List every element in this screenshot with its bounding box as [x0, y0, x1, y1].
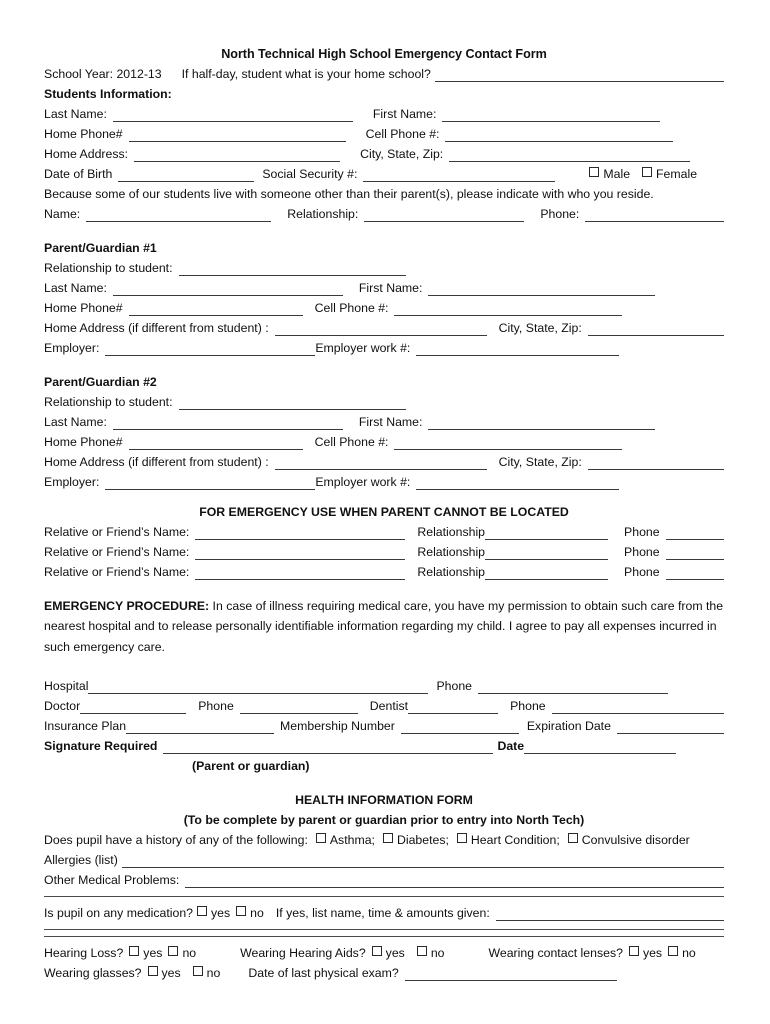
pg2-home-phone-label: Home Phone# — [44, 435, 123, 449]
doctor-phone-input[interactable] — [240, 701, 358, 714]
hearing-aids-no-label: no — [430, 946, 445, 961]
pg2-home-phone-input[interactable] — [129, 437, 303, 450]
pg2-first-name-input[interactable] — [428, 417, 655, 430]
student-home-address-input[interactable] — [134, 149, 340, 162]
pg2-home-address-label: Home Address (if different from student) : — [44, 455, 269, 469]
pg1-name-row — [44, 278, 724, 298]
signature-input[interactable] — [163, 741, 493, 754]
hearing-loss-label: Hearing Loss? — [44, 946, 124, 961]
contact-lenses-yes-label: yes — [642, 946, 663, 961]
emergency-procedure-paragraph — [44, 596, 724, 657]
glasses-no-checkbox[interactable] — [193, 966, 203, 976]
expiration-date-label: Expiration Date — [526, 719, 611, 734]
glasses-yes-label: yes — [161, 966, 181, 981]
student-address-row — [44, 144, 724, 164]
student-last-name-label: Last Name: — [44, 107, 107, 121]
allergies-input[interactable] — [122, 855, 724, 868]
emergency-relationship-input[interactable] — [485, 547, 608, 560]
emergency-contact-row-2 — [44, 542, 724, 562]
reside-name-label: Name: — [44, 207, 81, 221]
pg1-home-address-input[interactable] — [275, 323, 487, 336]
student-city-state-zip-label: City, State, Zip: — [360, 147, 444, 161]
student-first-name-input[interactable] — [442, 109, 660, 122]
history-question-label: Does pupil have a history of any of the following: — [44, 833, 308, 848]
insurance-plan-label: Insurance Plan — [44, 719, 127, 734]
female-label: Female — [656, 167, 698, 181]
pg1-employer-work-input[interactable] — [416, 343, 619, 356]
pg2-employer-row — [44, 472, 724, 492]
pg1-employer-row — [44, 338, 724, 358]
student-dob-input[interactable] — [118, 169, 254, 182]
medication-followup-input[interactable] — [496, 908, 724, 921]
reside-note: Because some of our students live with someone other than their parent(s), please indicate with who you reside. — [44, 187, 654, 201]
pg1-phone-row — [44, 298, 724, 318]
student-phone-row — [44, 124, 724, 144]
emergency-procedure-heading: EMERGENCY PROCEDURE: — [44, 599, 210, 613]
student-ssn-label: Social Security #: — [262, 167, 358, 181]
emergency-name-label: Relative or Friend’s Name: — [44, 545, 190, 559]
signature-date-label: Date — [497, 739, 525, 754]
pg2-phone-row — [44, 432, 724, 452]
home-school-input[interactable] — [435, 69, 724, 82]
reside-phone-input[interactable] — [585, 209, 724, 222]
allergies-row — [44, 850, 724, 870]
emergency-relationship-label: Relationship — [417, 525, 486, 539]
contact-lenses-label: Wearing contact lenses? — [488, 946, 623, 961]
allergies-label: Allergies (list) — [44, 853, 118, 868]
diabetes-checkbox[interactable] — [383, 833, 393, 843]
expiration-date-input[interactable] — [617, 721, 724, 734]
male-checkbox[interactable] — [589, 167, 599, 177]
pg1-home-phone-input[interactable] — [129, 303, 303, 316]
emergency-phone-input[interactable] — [666, 527, 724, 540]
emergency-phone-label: Phone — [624, 545, 660, 559]
student-city-state-zip-input[interactable] — [449, 149, 690, 162]
doctor-phone-label: Phone — [198, 699, 234, 714]
emergency-phone-label: Phone — [624, 525, 660, 539]
hearing-loss-yes-checkbox[interactable] — [129, 946, 139, 956]
emergency-contact-row-1 — [44, 522, 724, 542]
pg1-employer-label: Employer: — [44, 341, 100, 355]
hospital-input[interactable] — [88, 681, 428, 694]
reside-note-row — [44, 184, 724, 204]
pg1-relationship-label: Relationship to student: — [44, 261, 173, 275]
health-information-subheading: (To be complete by parent or guardian prior to entry into North Tech) — [183, 813, 585, 828]
membership-number-input[interactable] — [401, 721, 519, 734]
medication-question-label: Is pupil on any medication? — [44, 906, 194, 921]
student-dob-label: Date of Birth — [44, 167, 113, 181]
hospital-phone-label: Phone — [436, 679, 472, 694]
pg1-cell-phone-input[interactable] — [394, 303, 622, 316]
pg2-home-address-input[interactable] — [275, 457, 487, 470]
school-year-label: School Year: 2012-13 — [44, 67, 162, 81]
pg2-relationship-row — [44, 392, 724, 412]
emergency-contact-row-3 — [44, 562, 724, 582]
medication-yes-checkbox[interactable] — [197, 906, 207, 916]
emergency-name-label: Relative or Friend’s Name: — [44, 565, 190, 579]
pg2-employer-work-input[interactable] — [416, 477, 619, 490]
pg2-cell-phone-label: Cell Phone #: — [314, 435, 389, 449]
medication-yes-label: yes — [211, 906, 231, 921]
doctor-input[interactable] — [80, 701, 186, 714]
emergency-name-input[interactable] — [195, 547, 405, 560]
pg2-name-row — [44, 412, 724, 432]
hearing-aids-label: Wearing Hearing Aids? — [240, 946, 366, 961]
heart-condition-checkbox[interactable] — [457, 833, 467, 843]
pg2-address-row — [44, 452, 724, 472]
student-home-address-label: Home Address: — [44, 147, 129, 161]
student-cell-phone-label: Cell Phone #: — [365, 127, 440, 141]
parent-guardian-2-heading: Parent/Guardian #2 — [44, 375, 157, 389]
pg1-home-phone-label: Home Phone# — [44, 301, 123, 315]
medication-followup-label: If yes, list name, time & amounts given: — [275, 906, 490, 921]
hospital-row — [44, 676, 724, 696]
dentist-label: Dentist — [369, 699, 409, 714]
page-title: North Technical High School Emergency Contact Form — [221, 47, 547, 61]
parent-guardian-1-heading: Parent/Guardian #1 — [44, 241, 157, 255]
pg2-last-name-label: Last Name: — [44, 415, 107, 429]
glasses-physical-row — [44, 963, 724, 983]
pg2-first-name-label: First Name: — [358, 415, 423, 429]
insurance-plan-input[interactable] — [126, 721, 274, 734]
student-first-name-label: First Name: — [372, 107, 437, 121]
medication-no-label: no — [250, 906, 264, 921]
reside-relationship-label: Relationship: — [287, 207, 359, 221]
reside-relationship-input[interactable] — [364, 209, 524, 222]
pg1-employer-work-label: Employer work #: — [315, 341, 411, 355]
pg2-relationship-input[interactable] — [179, 397, 406, 410]
glasses-yes-checkbox[interactable] — [148, 966, 158, 976]
emergency-relationship-label: Relationship — [417, 545, 486, 559]
reside-name-input[interactable] — [86, 209, 271, 222]
student-cell-phone-input[interactable] — [445, 129, 673, 142]
emergency-name-input[interactable] — [195, 527, 405, 540]
pg2-employer-label: Employer: — [44, 475, 100, 489]
pg1-last-name-input[interactable] — [113, 283, 343, 296]
pg1-city-state-zip-label: City, State, Zip: — [498, 321, 582, 335]
dentist-input[interactable] — [408, 701, 498, 714]
emergency-use-heading: FOR EMERGENCY USE WHEN PARENT CANNOT BE LOCATED — [199, 505, 569, 519]
emergency-phone-label: Phone — [624, 565, 660, 579]
emergency-relationship-label: Relationship — [417, 565, 486, 579]
pg2-employer-work-label: Employer work #: — [315, 475, 411, 489]
last-physical-exam-input[interactable] — [405, 968, 617, 981]
student-last-name-input[interactable] — [113, 109, 353, 122]
pg1-address-row — [44, 318, 724, 338]
pg1-city-state-zip-input[interactable] — [588, 323, 724, 336]
emergency-phone-input[interactable] — [666, 547, 724, 560]
student-name-row — [44, 104, 724, 124]
school-year-row — [44, 64, 724, 84]
heart-condition-label: Heart Condition; — [470, 833, 560, 848]
glasses-no-label: no — [206, 966, 221, 981]
pg1-relationship-input[interactable] — [179, 263, 406, 276]
emergency-name-label: Relative or Friend’s Name: — [44, 525, 190, 539]
medication-no-checkbox[interactable] — [236, 906, 246, 916]
convulsive-disorder-checkbox[interactable] — [568, 833, 578, 843]
signature-note: (Parent or guardian) — [192, 759, 310, 774]
contact-lenses-no-checkbox[interactable] — [668, 946, 678, 956]
pg2-cell-phone-input[interactable] — [394, 437, 622, 450]
contact-lenses-no-label: no — [682, 946, 696, 961]
dentist-phone-label: Phone — [510, 699, 546, 714]
hearing-loss-no-checkbox[interactable] — [168, 946, 178, 956]
pg2-city-state-zip-input[interactable] — [588, 457, 724, 470]
doctor-label: Doctor — [44, 699, 81, 714]
other-medical-problems-row — [44, 870, 724, 890]
asthma-checkbox[interactable] — [316, 833, 326, 843]
student-home-phone-input[interactable] — [129, 129, 346, 142]
pg2-relationship-label: Relationship to student: — [44, 395, 173, 409]
pg1-first-name-input[interactable] — [428, 283, 655, 296]
student-ssn-input[interactable] — [363, 169, 555, 182]
signature-label: Signature Required — [44, 739, 158, 754]
contact-lenses-yes-checkbox[interactable] — [629, 946, 639, 956]
hearing-loss-yes-label: yes — [143, 946, 163, 961]
diabetes-label: Diabetes; — [396, 833, 449, 848]
membership-number-label: Membership Number — [280, 719, 395, 734]
health-information-heading: HEALTH INFORMATION FORM — [295, 793, 473, 808]
hearing-aids-no-checkbox[interactable] — [417, 946, 427, 956]
pg1-first-name-label: First Name: — [358, 281, 423, 295]
pg1-home-address-label: Home Address (if different from student) : — [44, 321, 269, 335]
history-question-row — [44, 830, 724, 850]
emergency-relationship-input[interactable] — [485, 567, 608, 580]
female-checkbox[interactable] — [642, 167, 652, 177]
pg1-relationship-row — [44, 258, 724, 278]
convulsive-disorder-label: Convulsive disorder — [581, 833, 690, 848]
student-home-phone-label: Home Phone# — [44, 127, 123, 141]
insurance-row — [44, 716, 724, 736]
signature-row — [44, 736, 724, 756]
home-school-question-label: If half-day, student what is your home school? — [181, 67, 431, 81]
medication-row — [44, 903, 724, 923]
emergency-phone-input[interactable] — [666, 567, 724, 580]
pg1-employer-input[interactable] — [105, 343, 315, 356]
student-dob-ssn-gender-row — [44, 164, 724, 184]
pg2-city-state-zip-label: City, State, Zip: — [498, 455, 582, 469]
hearing-row — [44, 943, 724, 963]
pg2-last-name-input[interactable] — [113, 417, 343, 430]
emergency-name-input[interactable] — [195, 567, 405, 580]
pg1-last-name-label: Last Name: — [44, 281, 107, 295]
reside-contact-row — [44, 204, 724, 224]
emergency-relationship-input[interactable] — [485, 527, 608, 540]
doctor-dentist-row — [44, 696, 724, 716]
other-medical-problems-input[interactable] — [185, 875, 724, 888]
hospital-label: Hospital — [44, 679, 89, 694]
reside-phone-label: Phone: — [540, 207, 580, 221]
pg2-employer-input[interactable] — [105, 477, 315, 490]
signature-date-input[interactable] — [524, 741, 676, 754]
students-information-heading: Students Information: — [44, 87, 172, 101]
glasses-label: Wearing glasses? — [44, 966, 142, 981]
pg1-cell-phone-label: Cell Phone #: — [314, 301, 389, 315]
hearing-loss-no-label: no — [182, 946, 197, 961]
other-medical-problems-label: Other Medical Problems: — [44, 873, 180, 888]
dentist-phone-input[interactable] — [552, 701, 724, 714]
asthma-label: Asthma; — [329, 833, 375, 848]
hearing-aids-yes-checkbox[interactable] — [372, 946, 382, 956]
emergency-procedure-body: In case of illness requiring medical care, you have my permission to obtain such care from the nearest hospital and to release personally identifiable information regarding my child. I agree to pay all expenses incurred in such emergency care. — [44, 599, 724, 654]
last-physical-exam-label: Date of last physical exam? — [248, 966, 399, 981]
male-label: Male — [603, 167, 631, 181]
hospital-phone-input[interactable] — [478, 681, 668, 694]
hearing-aids-yes-label: yes — [385, 946, 405, 961]
